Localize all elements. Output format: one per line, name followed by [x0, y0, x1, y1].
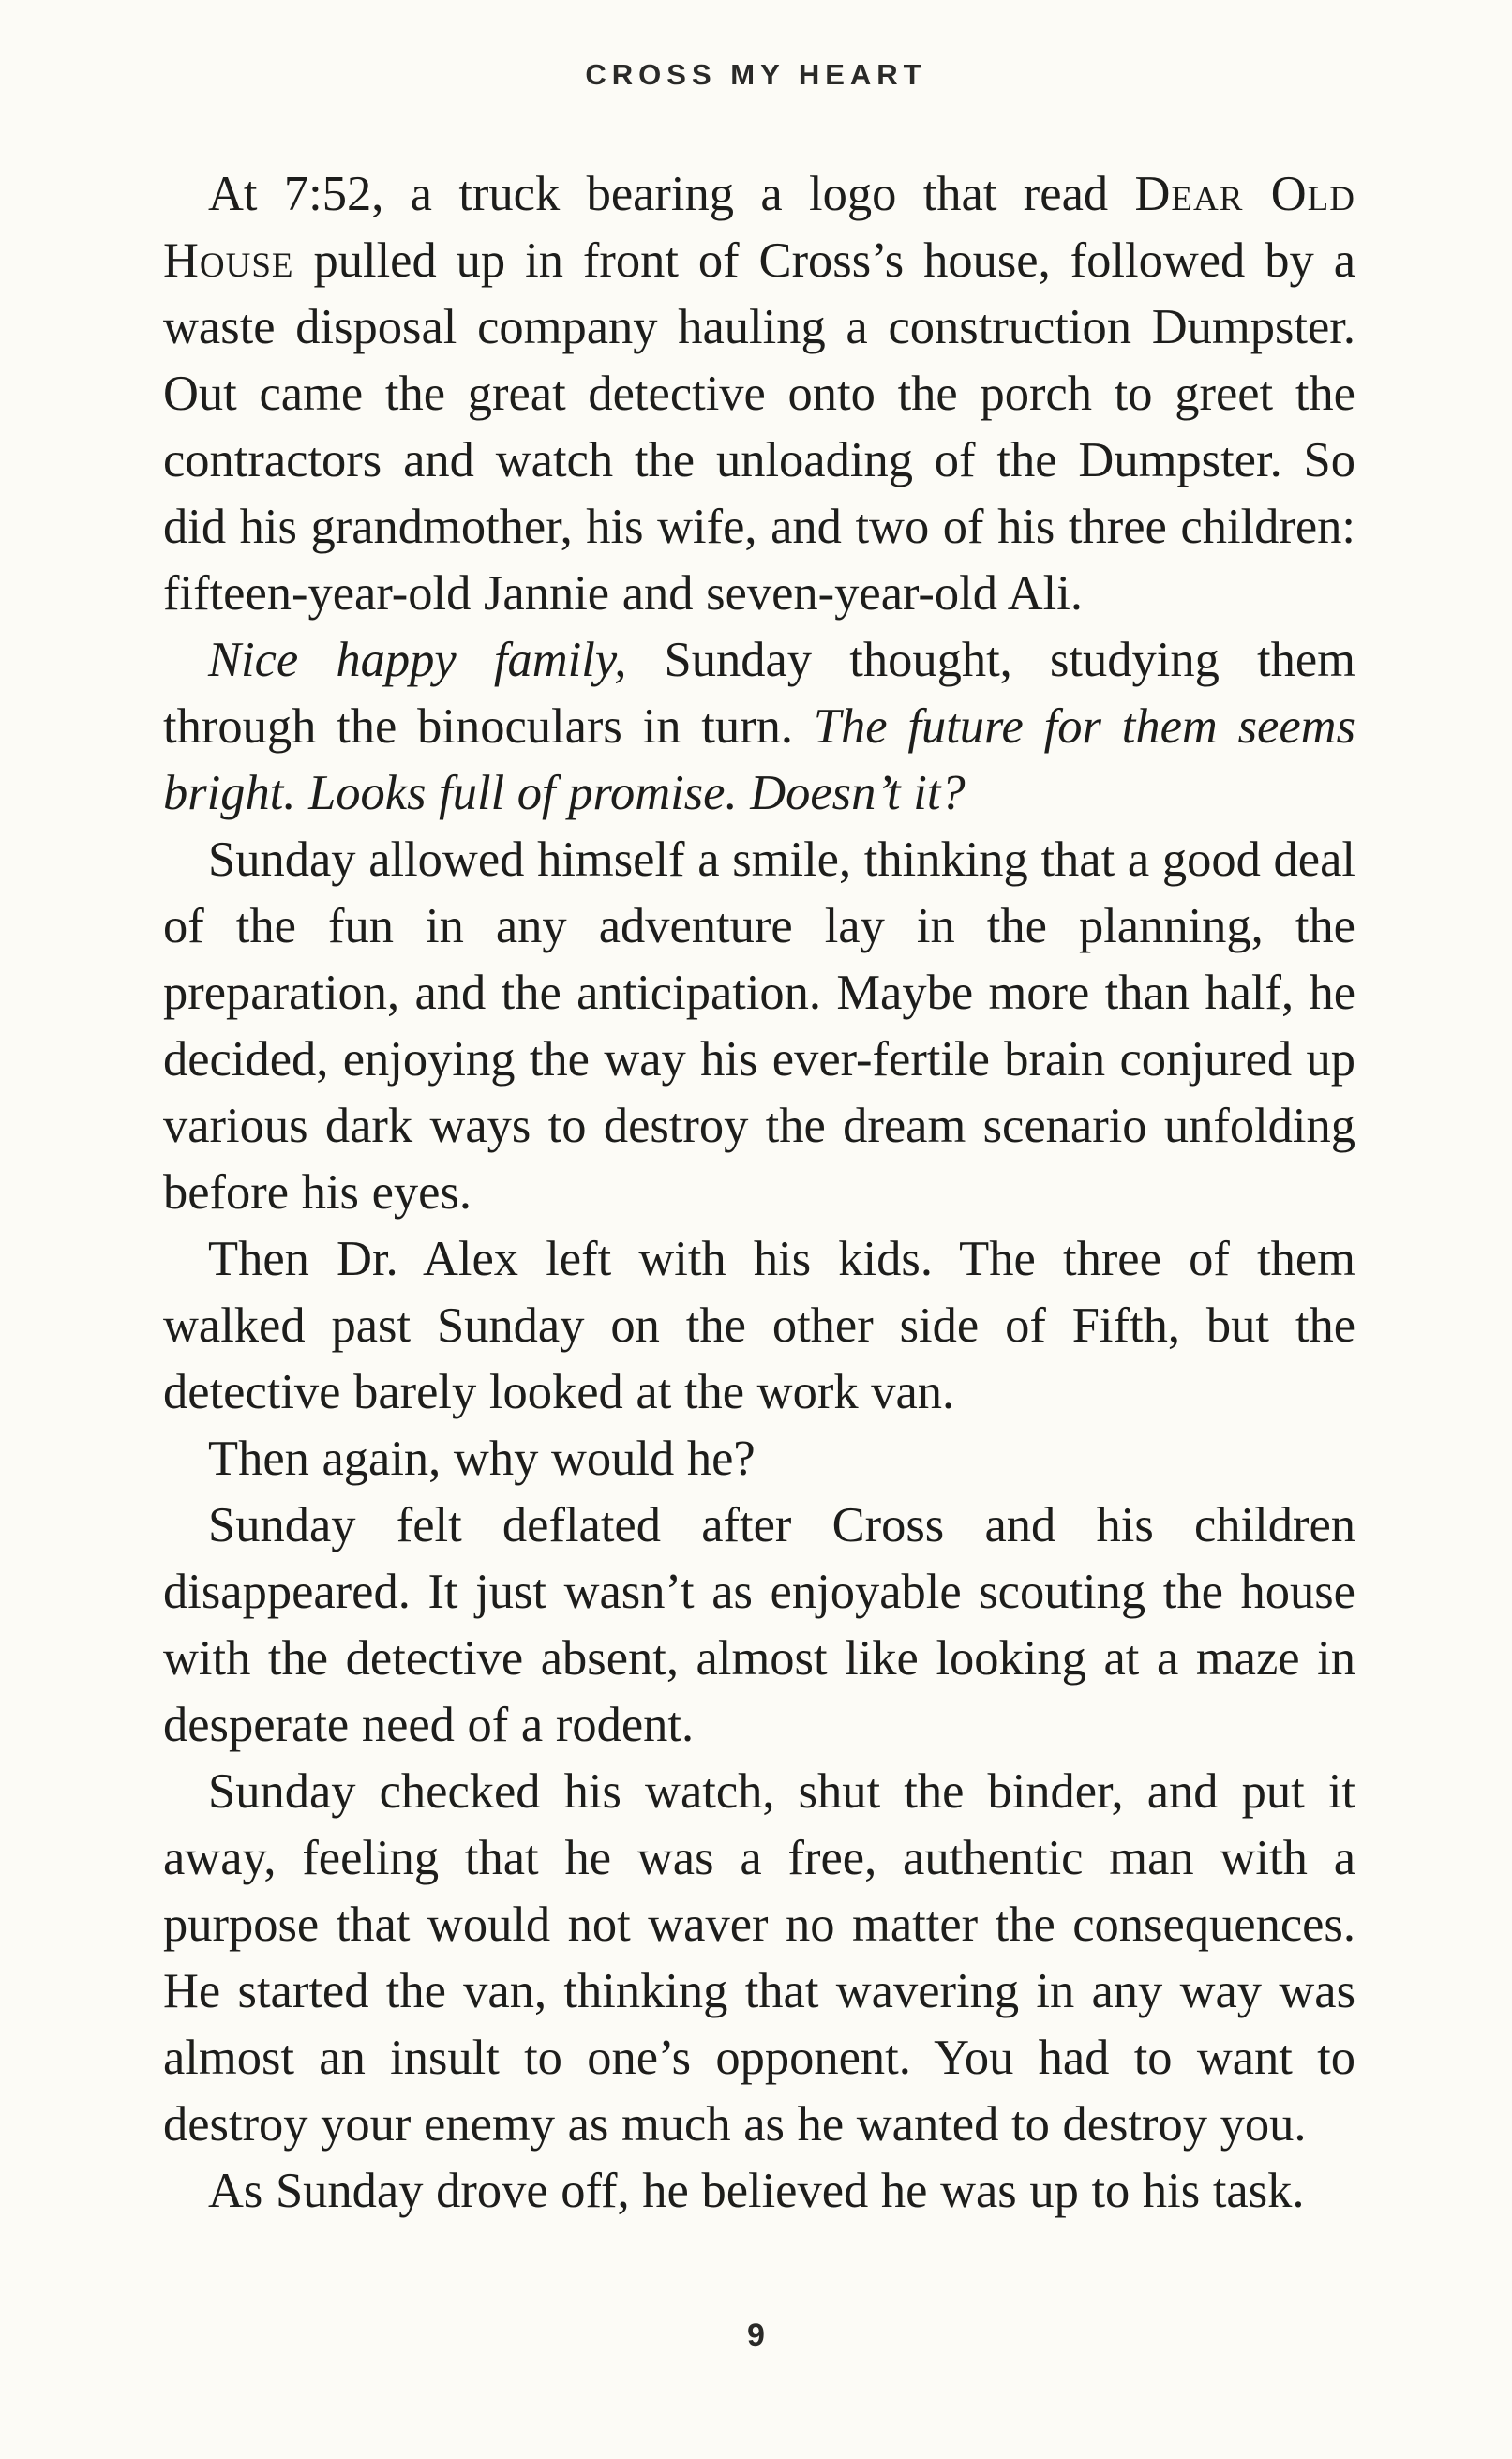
paragraph-3: Sunday allowed himself a smile, thinking that a good deal of the fun in any adventure lay in the planning, the preparation, and the anticipation. Maybe more than half, he decided, enjoying the way his ever-fertile brain conjured up various dark ways to destroy the dream scenario unfolding before his eyes.: [163, 832, 1355, 1220]
page-number: 9: [747, 2317, 765, 2353]
paragraph-6: Sunday felt deflated after Cross and his children disappeared. It just wasn’t as enjoyable scouting the house with the detective absent, almost like looking at a maze in desperate need of a rodent.: [163, 1498, 1355, 1752]
paragraph-2: [163, 627, 1355, 827]
paragraph-8: As Sunday drove off, he believed he was up to his task.: [208, 2164, 1305, 2218]
paragraph-1-rest: pulled up in front of Cross’s house, followed by a waste disposal company hauling a construction Dumpster. Out came the great detective onto the porch to greet the contractors and watch the unloading of the Dumpster. So did his grandmother, his wife, and two of his three children: fifteen-year-old Jannie and seven-year-old Ali.: [163, 233, 1355, 621]
thought-italic-2: The future for them seems bright. Looks full of promise. Doesn’t it?: [163, 699, 1355, 820]
running-head: CROSS MY HEART: [585, 58, 927, 91]
paragraph-4: Then Dr. Alex left with his kids. The three of them walked past Sunday on the other side of Fifth, but the detective barely looked at the work van.: [163, 1232, 1355, 1419]
paragraph-2-roman: Sunday thought, studying them through the binoculars in turn.: [163, 633, 1356, 754]
paragraph-1-start: At 7:52, a truck bearing a logo that read: [208, 167, 1135, 221]
truck-logo-text: Dear Old House: [163, 167, 1355, 288]
body-text: [163, 161, 1355, 2225]
thought-italic-1: Nice happy family,: [208, 633, 627, 687]
paragraph-7: Sunday checked his watch, shut the binder, and put it away, feeling that he was a free, authentic man with a purpose that would not waver no matter the consequences. He started the van, thinking that wavering in any way was almost an insult to one’s opponent. You had to want to destroy your enemy as much as he wanted to destroy you.: [163, 1764, 1355, 2152]
paragraph-5: Then again, why would he?: [208, 1432, 756, 1486]
paragraph-1: [163, 161, 1355, 627]
